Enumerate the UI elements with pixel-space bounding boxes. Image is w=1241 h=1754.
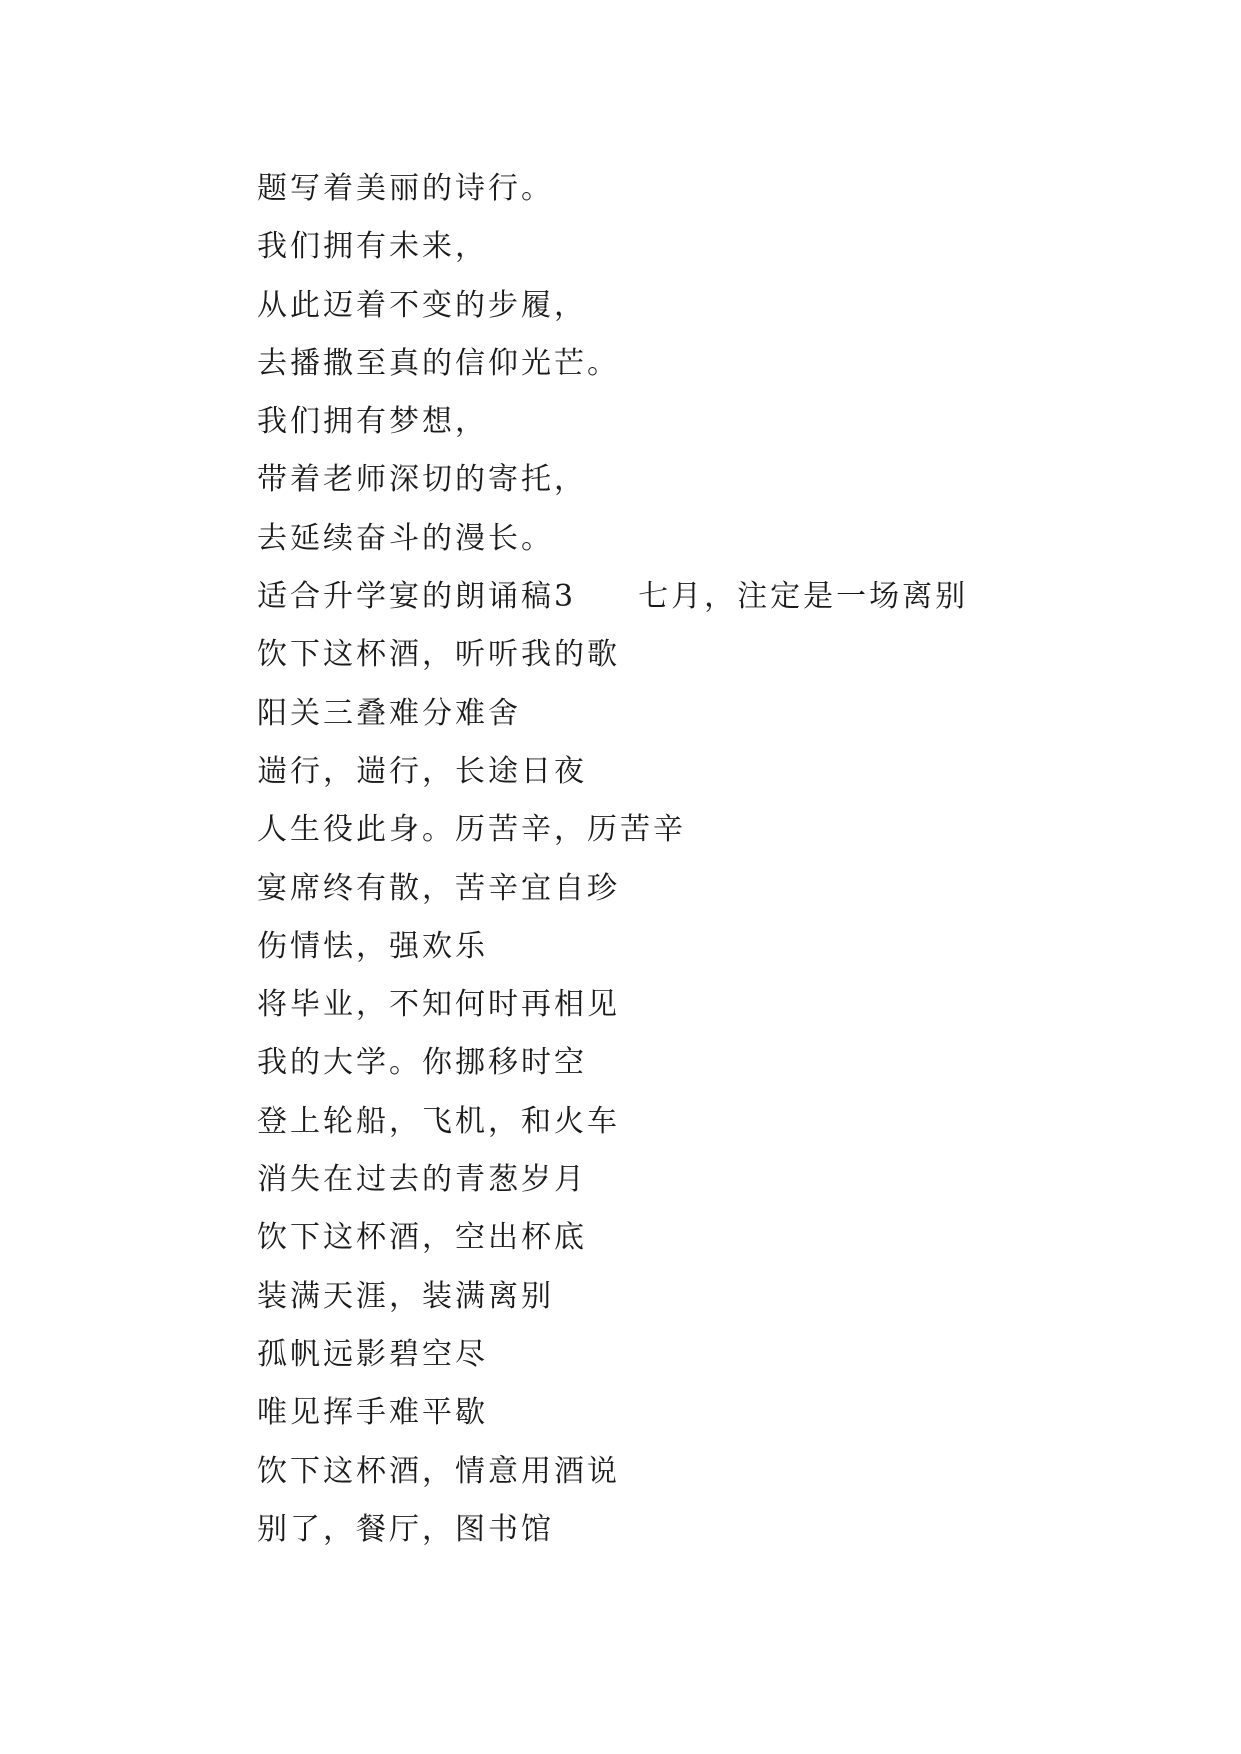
section-first-line: 七月，注定是一场离别 <box>638 579 969 615</box>
poem-line: 装满天涯，装满离别 <box>257 1278 554 1314</box>
poem-line: 登上轮船，飞机，和火车 <box>257 1103 620 1139</box>
poem-line: 遄行，遄行，长途日夜 <box>257 753 587 789</box>
poem-line: 饮下这杯酒，听听我的歌 <box>257 637 620 673</box>
poem-line: 带着老师深切的寄托， <box>257 462 587 498</box>
poem-line: 饮下这杯酒，空出杯底 <box>257 1220 587 1256</box>
poem-line: 去延续奋斗的漫长。 <box>257 520 554 556</box>
poem-line: 唯见挥手难平歇 <box>257 1395 488 1431</box>
poem-line: 别了，餐厅，图书馆 <box>257 1511 554 1547</box>
poem-line: 饮下这杯酒，情意用酒说 <box>257 1453 620 1489</box>
poem-text <box>257 160 1157 1559</box>
poem-line: 消失在过去的青葱岁月 <box>257 1162 587 1198</box>
poem-line: 孤帆远影碧空尽 <box>257 1336 488 1372</box>
poem-line: 去播撒至真的信仰光芒。 <box>257 345 620 381</box>
poem-line: 阳关三叠难分难舍 <box>257 695 521 731</box>
section-heading: 适合升学宴的朗诵稿3 <box>257 579 577 615</box>
poem-line: 从此迈着不变的步履， <box>257 287 587 323</box>
poem-line: 题写着美丽的诗行。 <box>257 171 554 206</box>
poem-line: 我的大学。你挪移时空 <box>257 1045 587 1081</box>
poem-line: 我们拥有未来， <box>257 229 488 265</box>
poem-line: 将毕业，不知何时再相见 <box>257 987 620 1023</box>
poem-line: 我们拥有梦想， <box>257 404 488 440</box>
section-heading-line <box>257 568 1157 626</box>
poem-line: 伤情怯，强欢乐 <box>257 928 488 964</box>
poem-line: 人生役此身。历苦辛，历苦辛 <box>257 812 686 848</box>
poem-line: 宴席终有散，苦辛宜自珍 <box>257 870 620 906</box>
